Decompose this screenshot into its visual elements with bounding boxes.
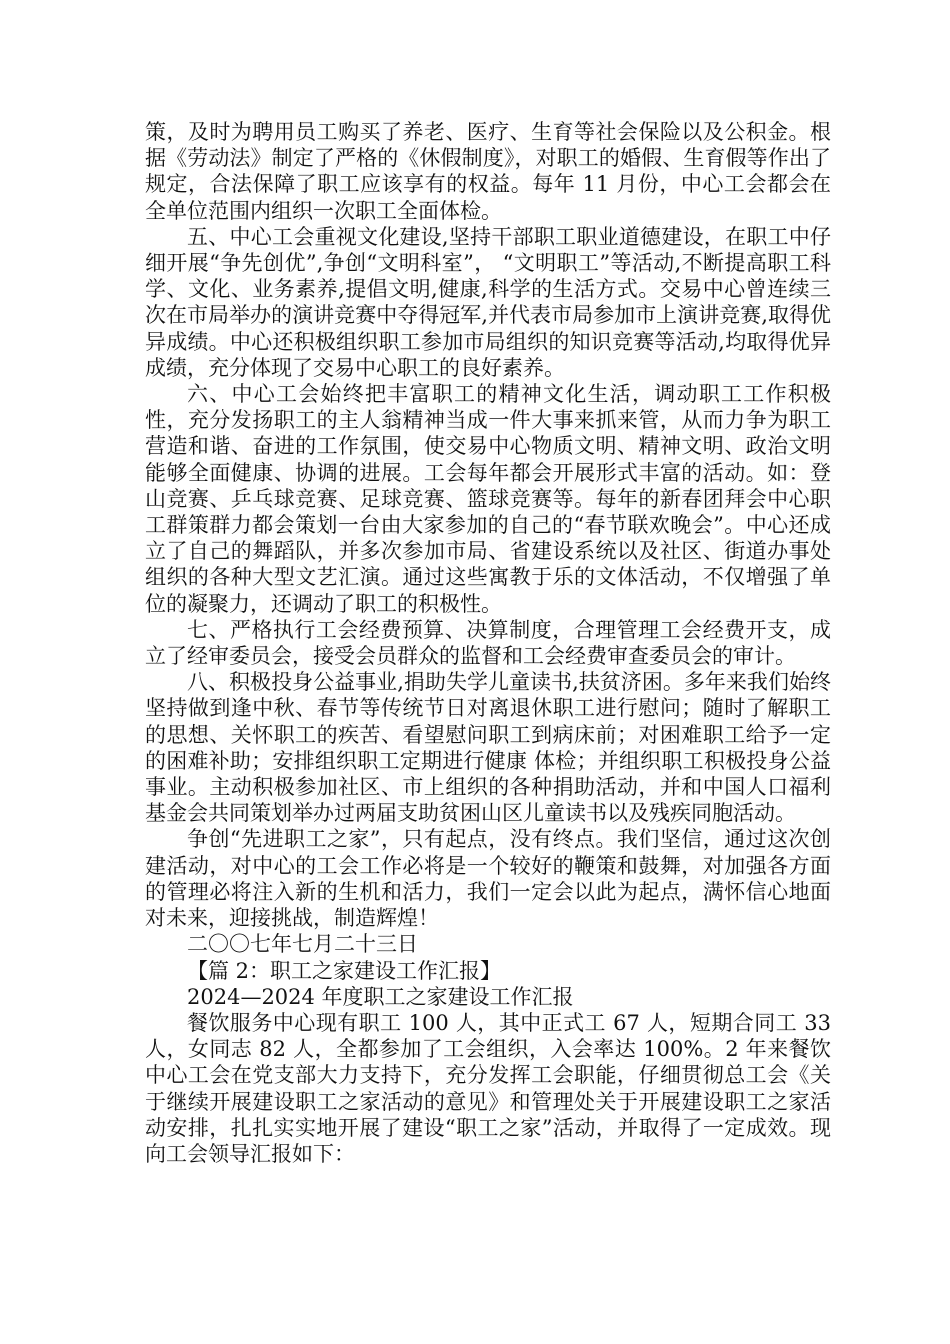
document-body	[145, 119, 831, 1167]
report-date: 二〇〇七年七月二十三日	[187, 932, 418, 957]
paragraph-section-eight: 八、积极投身公益事业,捐助失学儿童读书,扶贫济困。多年来我们始终坚持做到逢中秋、春节等传统节日对离退休职工进行慰问；随时了解职工的思想、关怀职工的疾苦、看望慰问职工到病床前；对困难职工给予一定的困难补助；安排组织职工定期进行健康 体检；并组织职工积极投身公益事业。主动积极参加社区、市上组织的各种捐助活动，并和中国人口福利基金会共同策划举办过两届支助贫困山区儿童读书以及残疾同胞活动。	[145, 670, 831, 826]
report-title: 2024—2024 年度职工之家建设工作汇报	[187, 984, 574, 1009]
paragraph-section-seven: 七、严格执行工会经费预算、决算制度，合理管理工会经费开支，成立了经审委员会，接受会员群众的监督和工会经费审查委员会的审计。	[145, 617, 831, 669]
paragraph-benefits-continued: 策，及时为聘用员工购买了养老、医疗、生育等社会保险以及公积金。根据《劳动法》制定了严格的《休假制度》，对职工的婚假、生育假等作出了规定，合法保障了职工应该享有的权益。每年 11 月份，中心工会都会在全单位范围内组织一次职工全面体检。	[145, 120, 831, 223]
paragraph-catering-intro: 餐饮服务中心现有职工 100 人，其中正式工 67 人，短期合同工 33 人，女同志 82 人，全都参加了工会组织，入会率达 100%。2 年来餐饮中心工会在党支部大力支持下，充分发挥工会职能，仔细贯彻总工会《关于继续开展建设职工之家活动的意见》和管理处关于开展建设职工之家活动安排，扎扎实实地开展了建设“职工之家”活动，并取得了一定成效。现向工会领导汇报如下：	[145, 1010, 831, 1166]
paragraph-conclusion: 争创“先进职工之家”，只有起点，没有终点。我们坚信，通过这次创建活动，对中心的工会工作必将是一个较好的鞭策和鼓舞，对加强各方面的管理必将注入新的生机和活力，我们一定会以此为起点，满怀信心地面对未来，迎接挑战，制造辉煌！	[145, 827, 831, 931]
section-heading-part-two: 【篇 2：职工之家建设工作汇报】	[187, 958, 502, 983]
paragraph-section-five: 五、中心工会重视文化建设,坚持干部职工职业道德建设，在职工中仔细开展“争先创优”,争创“文明科室”， “文明职工”等活动,不断提高职工科学、文化、业务素养,提倡文明,健康,科学的生活方式。交易中心曾连续三次在市局举办的演讲竞赛中夺得冠军,并代表市局参加市上演讲竞赛,取得优异成绩。中心还积极组织职工参加市局组织的知识竞赛等活动,均取得优异成绩，充分体现了交易中心职工的良好素养。	[145, 224, 831, 380]
paragraph-section-six: 六、中心工会始终把丰富职工的精神文化生活，调动职工工作积极性，充分发扬职工的主人翁精神当成一件大事来抓来管，从而力争为职工营造和谐、奋进的工作氛围，使交易中心物质文明、精神文明、政治文明能够全面健康、协调的进展。工会每年都会开展形式丰富的活动。如：登山竞赛、乒乓球竞赛、足球竞赛、篮球竞赛等。每年的新春团拜会中心职工群策群力都会策划一台由大家参加的自己的“春节联欢晚会”。中心还成立了自己的舞蹈队，并多次参加市局、省建设系统以及社区、街道办事处组织的各种大型文艺汇演。通过这些寓教于乐的文体活动，不仅增强了单位的凝聚力，还调动了职工的积极性。	[145, 382, 831, 616]
